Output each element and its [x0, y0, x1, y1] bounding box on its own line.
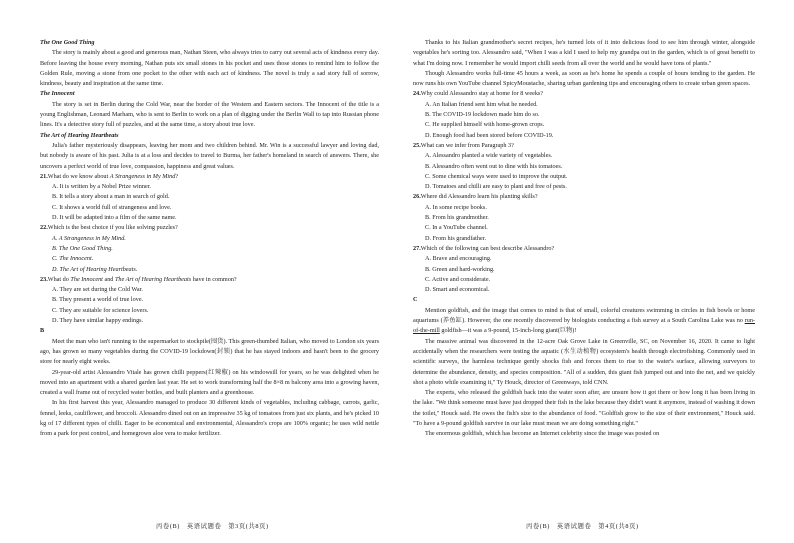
answer-option: C. It shows a world full of strangeness and love. — [52, 203, 172, 211]
question-27: 27.Which of the following can best describe Alessandro? — [413, 244, 555, 252]
left-column — [40, 38, 379, 440]
answer-option: C. The Innocent. — [52, 255, 94, 263]
answer-option: D. They have similar happy endings. — [52, 317, 144, 325]
passage-paragraph: Mention goldfish, and the image that comes to mind is that of small, colorful creatures swimming in circles in fish bowls or home aquariums (养鱼缸). However, the one recently discovered by biologists conducting a fish survey at a South Carolina Lake was no run-of-the-mill goldfish—it was a 9-pound, 15-inch-long giant(巨物)! — [413, 306, 755, 335]
book-title-innocent: The Innocent — [40, 90, 75, 98]
answer-option: A. Alessandro planted a wide variety of vegetables. — [425, 152, 553, 160]
answer-option: B. The One Good Thing. — [52, 244, 113, 252]
answer-option: A. Brave and encouraging. — [425, 255, 492, 263]
answer-option: B. Green and hard-working. — [425, 265, 495, 273]
answer-option: D. The Art of Hearing Heartbeats. — [52, 265, 138, 273]
passage-paragraph: Julia's father mysteriously disappears, leaving her mom and two children behind. Mr. Win is a successful lawyer and loving dad, but nobody is aware of his past. Julia is at a loss and decides to travel to Burma, her father's homeland in search of answers. There, she uncovers a perfect world of true love, compassion, happiness and great values. — [40, 141, 379, 170]
answer-option: B. Alessandro often went out to dine with his tomatoes. — [425, 162, 563, 170]
page-footer-right: 丙卷(B) 英语试题卷 第4页(共8页) — [526, 523, 639, 530]
question-23: 23.What do The Innocent and The Art of Hearing Heartbeats have in common? — [40, 275, 237, 283]
answer-option: A. An Italian friend sent him what he needed. — [425, 100, 538, 108]
passage-paragraph: In his first harvest this year, Alessandro managed to produce 30 different kinds of vegetables, including cabbage, carrots, garlic, fennel, leeks, cauliflower, and broccoli. Alessandro dined out on an impressive 35 kg of tomatoes from just six plants, and he's picked 10 kg of 17 different types of chilli. Eager to be economical and environmental, Alessandro's crops are 100% organic; he uses wild nettle from a park for pest control, and homegrown aloe vera to make fertilizer. — [40, 399, 379, 438]
book-title-heartbeats: The Art of Hearing Heartbeats — [40, 131, 119, 139]
page-footer-left: 丙卷(B) 英语试题卷 第3页(共8页) — [156, 523, 269, 530]
answer-option: A. It is written by a Nobel Prize winner. — [52, 183, 151, 191]
answer-option: B. It tells a story about a man in search of gold. — [52, 193, 170, 201]
answer-option: B. They present a world of true love. — [52, 296, 144, 304]
passage-paragraph: The story is mainly about a good and generous man, Nathan Steen, who always tries to carry out several acts of kindness every day. Before leaving the house every morning, Nathan puts six small stones in his pocket and uses those stones to remind him to follow the Golden Rule, moving a stone from one pocket to the other with each act of kindness. The novel is truly a sad story full of sorrow, kindness, beauty and inspiration at the same time. — [40, 49, 379, 88]
answer-option: C. Some chemical ways were used to improve the output. — [425, 172, 568, 180]
passage-paragraph: Meet the man who isn't running to the supermarket to stockpile(囤货). This green-thumbed Italian, who moved to London six years ago, has grown so many vegetables during the COVID-19 lockdown(封锁) that he has stayed indoors and hasn't been to the grocery store for nearly eight weeks. — [40, 337, 379, 366]
answer-option: A. They are set during the Cold War. — [52, 286, 143, 294]
answer-option: C. Active and considerate. — [425, 275, 491, 283]
question-22: 22.Which is the best choice if you like solving puzzles? — [40, 224, 178, 232]
answer-option: B. From his grandmother. — [425, 214, 489, 222]
passage-paragraph: The enormous goldfish, which has become an Internet celebrity since the image was posted on — [425, 430, 660, 438]
section-heading-b: B — [40, 327, 45, 335]
answer-option: D. Enough food had been stored before COVID-19. — [425, 131, 554, 139]
question-21: 21.What do we know about A Strangeness in My Mind? — [40, 172, 179, 180]
passage-paragraph: Though Alessandro works full-time 45 hours a week, as soon as he's home he spends a couple of hours tending to the garden. He now runs his own YouTube channel SpicyMoustache, sharing urban gardening tips and encouraging others to create urban green spaces. — [413, 69, 755, 88]
answer-option: D. Tomatoes and chilli are easy to plant and free of pests. — [425, 183, 567, 191]
book-title-one-good-thing: The One Good Thing — [40, 39, 95, 46]
section-heading-c: C — [413, 296, 418, 304]
question-26: 26.Where did Alessandro learn his planting skills? — [413, 193, 538, 201]
answer-option: D. From his grandfather. — [425, 234, 487, 242]
passage-paragraph: Thanks to his Italian grandmother's secret recipes, he's turned lots of it into delicious food to see him through winter, alongside vegetables he's sorting too. Alessandro said, "When I was a kid I used to help my grandpa out in the garden, which is of great benefit to what I'm doing now. I remember he would import chilli seeds from all over the world and he would have tons of plants." — [413, 39, 755, 67]
passage-paragraph: The experts, who released the goldfish back into the water soon after, are unsure how it got there or how long it has been living in the lake. "We think someone must have just dropped their fish in the lake because they didn't want it anymore, instead of washing it down the toilet," Houck said. He owes the fish's size to the abundance of food. "Goldfish grow to the size of their environment," Houck said. "To have a 9-pound goldfish survive in our lake must mean we are doing something right." — [413, 389, 755, 427]
answer-option: C. He supplied himself with home-grown crops. — [425, 121, 545, 129]
passage-paragraph: The massive animal was discovered in the 12-acre Oak Grove Lake in Greenville, SC, on November 16, 2020. It came to light accidentally when the researchers were testing the aquatic (水生动植物) ecosystem's health through electrofishing. Commonly used in scientific surveys, the harmless technique gently shocks fish and forces them to rise to the water's surface, allowing surveyors to determine the abundance, density, and species composition. "All of a sudden, this giant fish jumped out and into the net, and we quickly shot a photo while examining it," Ty Houck, director of Greenways, told CNN. — [413, 337, 755, 386]
answer-option: D. It will be adapted into a film of the same name. — [52, 214, 177, 222]
right-column — [413, 38, 755, 440]
passage-paragraph: The story is set in Berlin during the Cold War, near the border of the Western and Eastern sectors. The Innocent of the title is a young Englishman, Leonard Marham, who is sent to Berlin to work on a plan of digging under the Berlin Wall to tap into Russian phone lines. It's a detective story full of puzzles, and at the same time, a story about true love. — [40, 100, 379, 129]
answer-option: D. Smart and economical. — [425, 286, 490, 294]
answer-option: A. A Strangeness in My Mind. — [52, 234, 126, 242]
answer-option: A. In some recipe books. — [425, 203, 487, 211]
answer-option: C. In a YouTube channel. — [425, 224, 488, 232]
question-25: 25.What can we infer from Paragraph 3? — [413, 141, 514, 149]
passage-paragraph: 29-year-old artist Alessandro Vitale has grown chilli peppers(红辣椒) on his windowsill for years, so he was delighted when he moved into an apartment with a shared garden last year. He set to work transforming half the 8×8 m balcony area into a growing haven, created a wall frame out of recycled water bottles, and built planters and a greenhouse. — [40, 368, 379, 397]
question-24: 24.Why could Alessandro stay at home for 8 weeks? — [413, 90, 544, 98]
answer-option: C. They are suitable for science lovers. — [52, 306, 149, 314]
answer-option: B. The COVID-19 lockdown made him do so. — [425, 111, 540, 119]
